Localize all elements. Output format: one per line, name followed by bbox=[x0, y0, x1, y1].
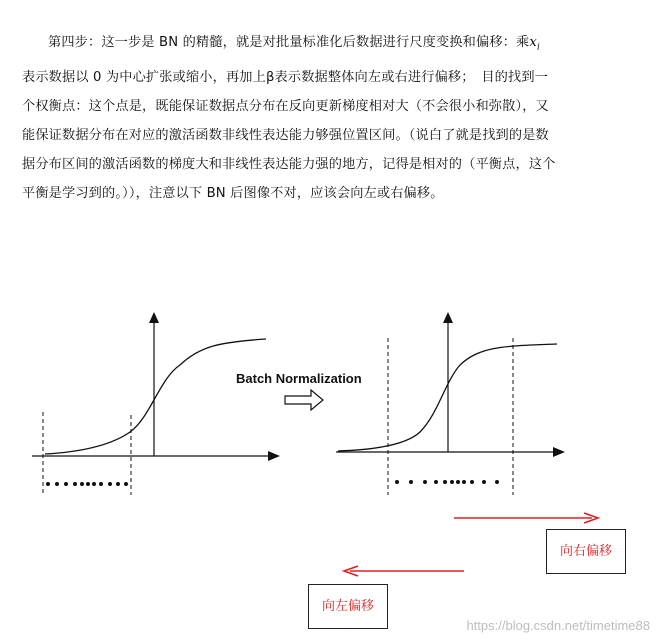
sigmoid-curve-left bbox=[45, 339, 266, 454]
data-points-right bbox=[395, 480, 499, 484]
paragraph-line-1: 第四步：这一步是 BN 的精髓，就是对批量标准化后数据进行尺度变换和偏移：乘$x_i$ bbox=[48, 35, 540, 53]
data-point bbox=[55, 482, 59, 486]
data-point bbox=[99, 482, 103, 486]
data-point bbox=[470, 480, 474, 484]
data-point bbox=[92, 482, 96, 486]
data-point bbox=[395, 480, 399, 484]
data-point bbox=[116, 482, 120, 486]
data-point bbox=[443, 480, 447, 484]
data-point bbox=[482, 480, 486, 484]
plot-after-bn bbox=[336, 312, 565, 495]
shift-left-note: 向左偏移 bbox=[308, 584, 388, 629]
data-point bbox=[124, 482, 128, 486]
shift-right-note: 向右偏移 bbox=[546, 529, 626, 574]
shift-left-arrow bbox=[344, 566, 464, 576]
x-axis-arrow-right bbox=[553, 447, 565, 457]
data-point bbox=[434, 480, 438, 484]
variable-x-i: $x_i$ bbox=[529, 35, 540, 53]
data-point bbox=[80, 482, 84, 486]
paragraph-line-3: 个权衡点：这个点是，既能保证数据点分布在反向更新梯度相对大（不会很小和弥散），又 bbox=[22, 98, 549, 114]
paragraph-line-6: 平衡是学习到的。）），注意以下 BN 后图像不对，应该会向左或右偏移。 bbox=[22, 185, 444, 201]
data-point bbox=[46, 482, 50, 486]
data-points-left bbox=[46, 482, 128, 486]
data-point bbox=[450, 480, 454, 484]
data-point bbox=[495, 480, 499, 484]
y-axis-arrow-left bbox=[149, 312, 159, 323]
data-point bbox=[86, 482, 90, 486]
plot-before-bn bbox=[32, 312, 280, 495]
data-point bbox=[73, 482, 77, 486]
data-point bbox=[108, 482, 112, 486]
paragraph-line-5: 据分布区间的激活函数的梯度大和非线性表达能力强的地方，记得是相对的（平衡点，这个 bbox=[22, 156, 556, 172]
data-point bbox=[409, 480, 413, 484]
x-axis-arrow-left bbox=[268, 451, 280, 461]
y-axis-arrow-right bbox=[443, 312, 453, 323]
bn-explanation-paragraph bbox=[22, 28, 592, 208]
watermark: https://blog.csdn.net/timetime88 bbox=[466, 618, 650, 633]
data-point bbox=[456, 480, 460, 484]
data-point bbox=[462, 480, 466, 484]
paragraph-line-2: 表示数据以 0 为中心扩张或缩小，再加上β表示数据整体向左或右进行偏移； 目的找到一 bbox=[22, 69, 549, 85]
batch-normalization-label: Batch Normalization bbox=[236, 371, 362, 386]
transform-arrow bbox=[285, 390, 323, 410]
data-point bbox=[423, 480, 427, 484]
paragraph-line-4: 能保证数据分布在对应的激活函数非线性表达能力够强位置区间。（说白了就是找到的是数 bbox=[22, 127, 549, 143]
shift-right-arrow bbox=[454, 513, 598, 523]
data-point bbox=[64, 482, 68, 486]
